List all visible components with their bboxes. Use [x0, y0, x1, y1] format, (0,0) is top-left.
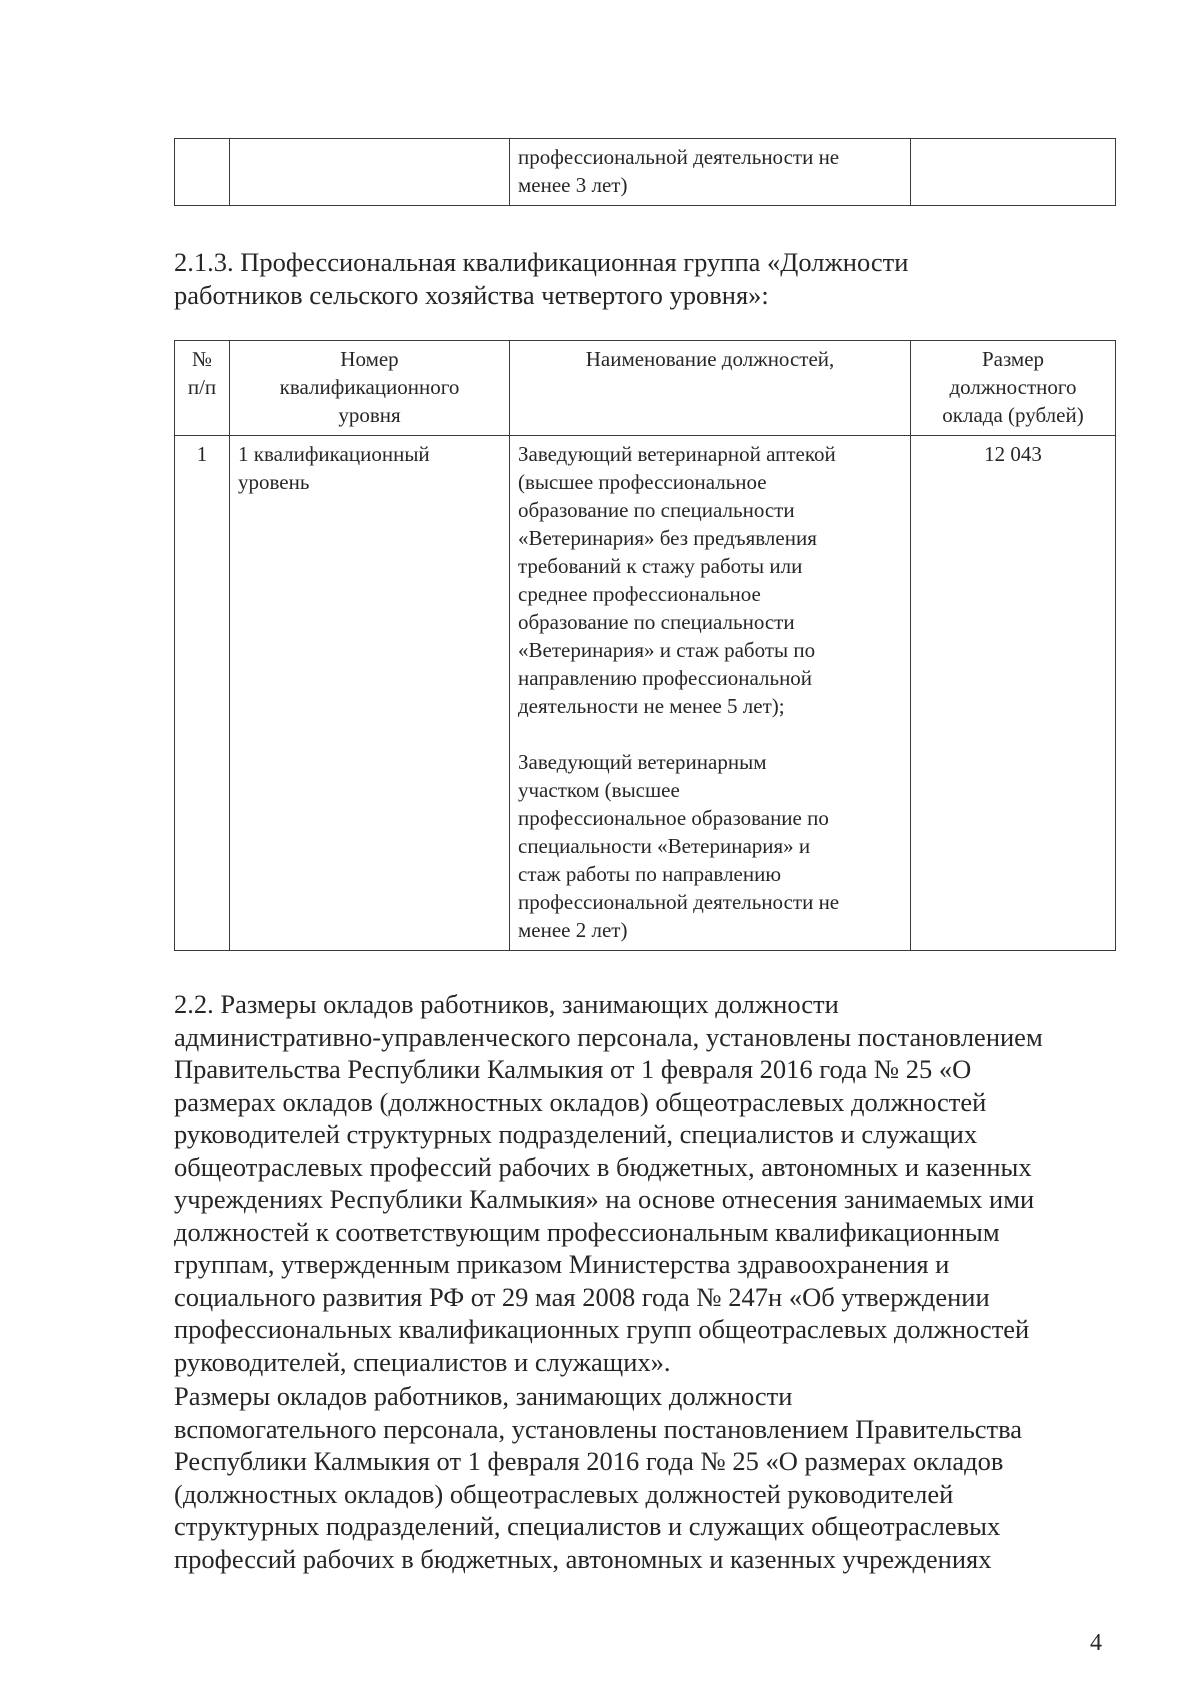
table-cell: [175, 139, 230, 206]
header-cell-salary: Размер должностного оклада (рублей): [911, 341, 1116, 436]
page-number: 4: [1090, 1630, 1102, 1656]
section-heading-2-1-3: 2.1.3. Профессиональная квалификационная группа «Должности работников сельского хозяйства четвертого уровня»:: [174, 247, 909, 310]
paragraph-2-2: 2.2. Размеры окладов работников, занимающих должности административно-управленческого персонала, установлены постановлением Правительства Республики Калмыкия от 1 февраля 2016 года № 25 «О размерах окладов (должностных окладов) общеотраслевых должностей руководителей структурных подразделений, специалистов и служащих общеотраслевых профессий рабочих в бюджетных, автономных и казенных учреждениях Республики Калмыкия» на основе отнесения занимаемых ими должностей к соответствующим профессиональным квалификационным группам, утвержденным приказом Министерства здравоохранения и социального развития РФ от 29 мая 2008 года № 247н «Об утверждении профессиональных квалификационных групп общеотраслевых должностей руководителей, специалистов и служащих».: [174, 989, 1043, 1377]
table-cell: [911, 139, 1116, 206]
continuation-table: [174, 138, 1116, 206]
row-level-cell: 1 квалификационный уровень: [230, 436, 510, 951]
table-row: [175, 436, 1116, 951]
row-positions-cell: Заведующий ветеринарной аптекой (высшее профессиональное образование по специальности «Ветеринария» без предъявления требований к стажу работы или среднее профессиональное образование по специальности «Ветеринария» и стаж работы по направлению профессиональной деятельности не менее 5 лет); Заведующий ветеринарным участком (высшее профессиональное образование по специальности «Ветеринария» и стаж работы по направлению профессиональной деятельности не менее 2 лет): [510, 436, 911, 951]
header-cell-positions: Наименование должностей,: [510, 341, 911, 436]
table-cell: профессиональной деятельности не менее 3 лет): [510, 139, 911, 206]
qualification-table: [174, 340, 1116, 951]
row-number-cell: 1: [175, 436, 230, 951]
header-cell-number: № п/п: [175, 341, 230, 436]
row-salary-cell: 12 043: [911, 436, 1116, 951]
header-cell-level: Номер квалификационного уровня: [230, 341, 510, 436]
table-cell: [230, 139, 510, 206]
table-header-row: [175, 341, 1116, 436]
paragraph-auxiliary-staff: Размеры окладов работников, занимающих должности вспомогательного персонала, установлены постановлением Правительства Республики Калмыкия от 1 февраля 2016 года № 25 «О размерах окладов (должностных окладов) общеотраслевых должностей руководителей структурных подразделений, специалистов и служащих общеотраслевых профессий рабочих в бюджетных, автономных и казенных учреждениях: [174, 1381, 1023, 1574]
table-row: [175, 139, 1116, 206]
